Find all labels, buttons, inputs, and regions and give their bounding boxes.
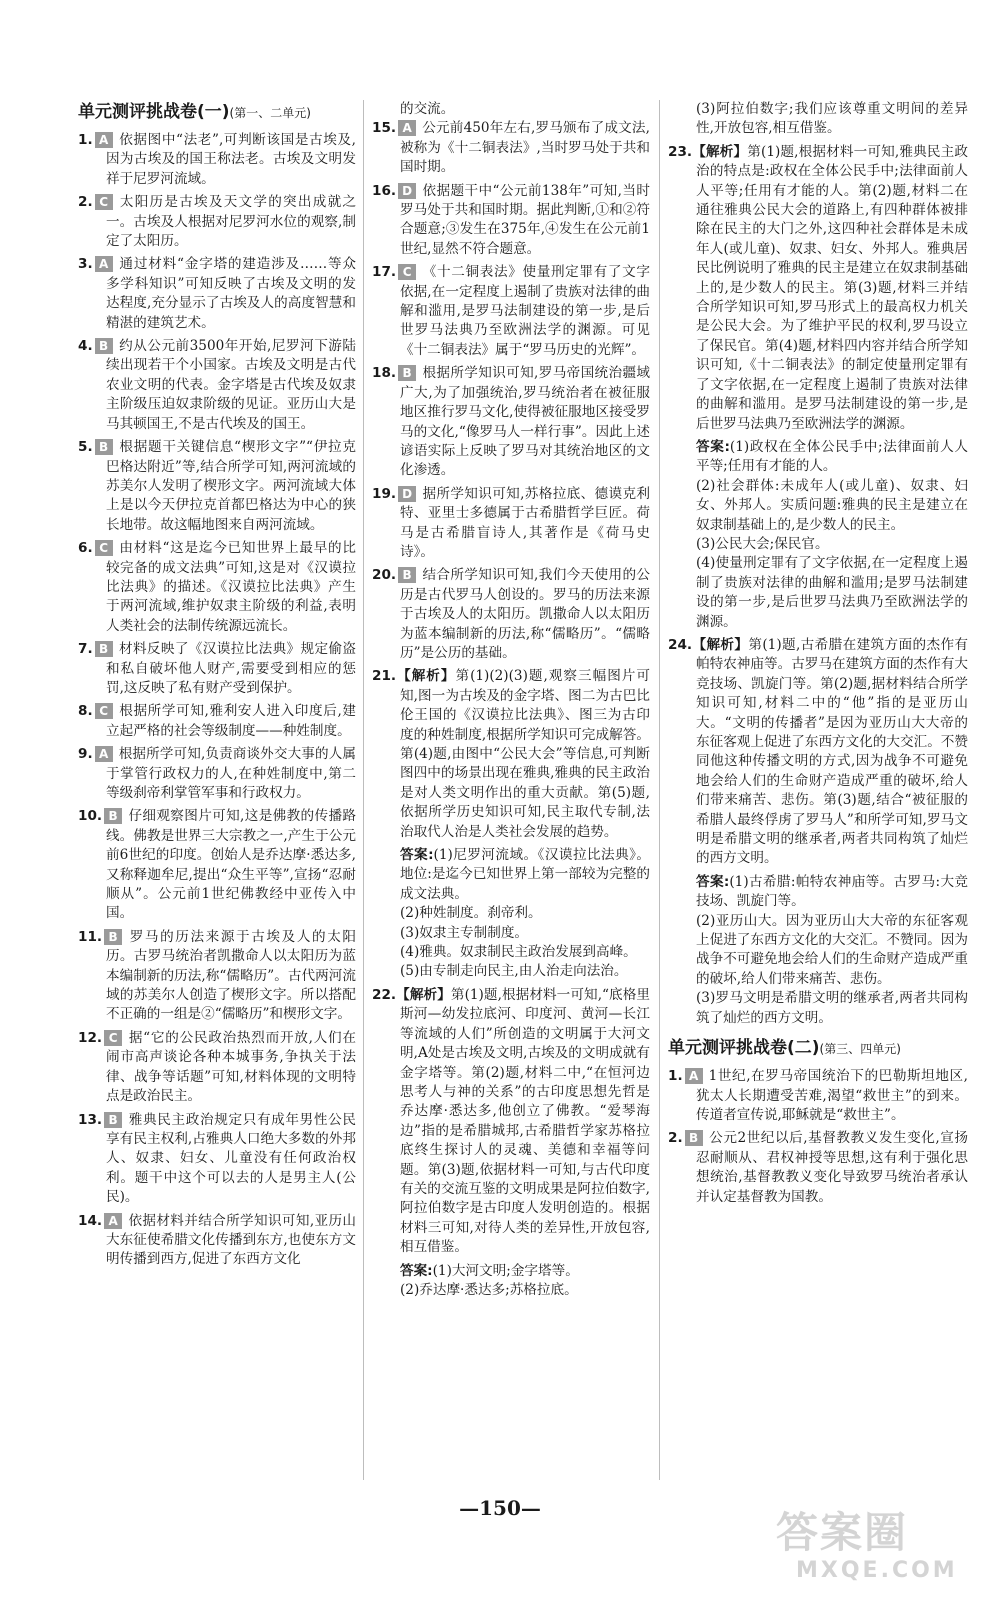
- question-item: [372, 364, 650, 480]
- explanation-text: 依据图中“法老”,可判断该国是古埃及,因为古埃及的国王称法老。古埃及文明发祥于尼罗河流域。: [106, 132, 356, 187]
- question-item: [78, 539, 356, 636]
- answer-choice-badge: B: [95, 338, 113, 354]
- answer-choice-badge: B: [398, 567, 416, 583]
- question-item: [372, 485, 650, 563]
- answer-choice-badge: C: [95, 540, 113, 556]
- explanation-text: 依据题干中“公元前138年”可知,当时罗马处于共和国时期。据此判断,①和②符合题意;③发生在375年,④发生在公元前1世纪,显然不符合题意。: [400, 182, 650, 257]
- question-number: 4.: [78, 338, 93, 355]
- explanation-text: 公元2世纪以后,基督教教义发生变化,宣扬忍耐顺从、君权神授等思想,这有利于强化思想统治,基督教教义变化导致罗马统治者承认并认定基督教为国教。: [696, 1130, 968, 1205]
- answer-choice-badge: A: [398, 120, 416, 136]
- explanation-text: 罗马的历法来源于古埃及人的太阳历。古罗马统治者凯撒命人以太阳历为蓝本编制新的历法,称“儒略历”。古代两河流域的苏美尔人创造了楔形文字。所以搭配不正确的一组是②“儒略历”和楔形文字。: [106, 928, 356, 1023]
- answer-choice-badge: B: [95, 439, 113, 455]
- answer-block-21: 答案:(1)尼罗河流域。《汉谟拉比法典》。地位:是迄今已知世界上第一部较为完整的成文法典。: [400, 847, 651, 902]
- question-item: [78, 193, 356, 251]
- question-number: 12.: [78, 1029, 103, 1046]
- column-1: [78, 100, 356, 1274]
- explanation-text: 依据材料并结合所学知识可知,亚历山大东征使希腊文化传播到东方,也使东方文明传播到西方,促进了东西方文化: [106, 1212, 356, 1268]
- answer-line: (2)亚历山大。因为亚历山大大帝的东征客观上促进了东西方文化的大交汇。不赞同。因为战争不可避免地会给人们的生命财产造成严重的破坏,给人们带来痛苦、悲伤。: [696, 912, 968, 987]
- question-number: 15.: [372, 120, 397, 137]
- answer-line: (3)公民大会;保民官。: [696, 535, 829, 552]
- question-number: 8.: [78, 703, 93, 720]
- explanation-text: 雅典民主政治规定只有成年男性公民享有民主权利,占雅典人口绝大多数的外邦人、奴隶、妇女、儿童没有任何政治权利。题干中这个可以去的人是男主人(公民)。: [106, 1111, 356, 1206]
- answer-line: (3)奴隶主专制制度。: [400, 924, 529, 941]
- answer-choice-badge: C: [398, 264, 416, 280]
- explanation-text: 《十二铜表法》使量刑定罪有了文字依据,在一定程度上遏制了贵族对法律的曲解和滥用,是罗马法制建设的第一步,是后世罗马法典乃至欧洲法学的渊源。可见《十二铜表法》属于“罗马历史的光辉”。: [400, 264, 650, 358]
- question-23: 23.【解析】第(1)题,根据材料一可知,雅典民主政治的特点是:政权在全体公民手中;法律面前人人平等;任用有才能的人。第(2)题,材料二在通往雅典公民大会的道路上,有四种群体被排除在民主的大门之外,这四种社会群体是未成年人(或儿童)、奴隶、妇女、外邦人。雅典居民比例说明了雅典的民主是建立在奴隶制基础上的,是少数人的民主。第(3)题,材料三并结合所学知识可知,罗马形式上的最高权力机关是公民大会。为了维护平民的权利,罗马设立了保民官。第(4)题,材料四内容并结合所学知识可知,《十二铜表法》的制定使量刑定罪有了文字依据,在一定程度上遏制了贵族对法律的曲解和滥用。是罗马法制建设的第一步,是后世罗马法典乃至欧洲法学的渊源。: [668, 143, 968, 432]
- explanation-text: 仔细观察图片可知,这是佛教的传播路线。佛教是世界三大宗教之一,产生于公元前6世纪的印度。创始人是乔达摩·悉达多,又称释迦牟尼,提出“众生平等”,宣扬“忍耐顺从”。公元前1世纪佛教经中亚传入中国。: [106, 808, 356, 922]
- page-number: —150—: [459, 1496, 541, 1520]
- question-item: [78, 1111, 356, 1208]
- question-21: 21.【解析】第(1)(2)(3)题,观察三幅图片可知,图一为古埃及的金字塔、图二为古巴比伦王国的《汉谟拉比法典》、图三为古印度的种姓制度,根据所学知识可完成解答。第(4)题,由图中“公民大会”等信息,可判断图四中的场景出现在雅典,雅典的民主政治是对人类文明作出的重大贡献。第(5)题,依据所学历史知识可知,民主取代专制,法治取代人治是人类社会发展的趋势。: [372, 668, 650, 840]
- answer-block-22: 答案:(1)大河文明;金字塔等。: [400, 1262, 579, 1279]
- explanation-text: 约从公元前3500年开始,尼罗河下游陆续出现若干个小国家。古埃及文明是古代农业文明的代表。金字塔是古代埃及奴隶主阶级压迫奴隶阶级的见证。亚历山大是马其顿国王,不是古代埃及的国王。: [106, 338, 356, 432]
- explanation-text: 太阳历是古埃及天文学的突出成就之一。古埃及人根据对尼罗河水位的观察,制定了太阳历。: [106, 194, 356, 250]
- question-number: 7.: [78, 641, 93, 658]
- column-divider: [363, 100, 364, 1480]
- question-item: [78, 702, 356, 741]
- question-number: 1.: [668, 1068, 683, 1085]
- question-number: 1.: [78, 132, 93, 148]
- answer-choice-badge: C: [104, 1030, 122, 1046]
- question-22: 22.【解析】第(1)题,根据材料一可知,“底格里斯河—幼发拉底河、印度河、黄河—长江等流域的人们”所创造的文明属于大河文明,A处是古埃及文明,古埃及的文明成就有金字塔等。第(2)题,材料二中,“在恒河边思考人与神的关系”的古印度思想先哲是乔达摩·悉达多,他创立了佛教。“爱琴海边”指的是希腊城邦,古希腊哲学家苏格拉底终生探讨人的灵魂、美德和幸福等问题。第(3)题,依据材料一可知,与古代印度有关的交流互鉴的文明成果是阿拉伯数字,阿拉伯数字是古印度人发明创造的。根据材料三可知,对待人类的差异性,开放包容,相互借鉴。: [372, 986, 651, 1256]
- answer-choice-badge: A: [95, 746, 113, 762]
- question-item: [78, 928, 356, 1025]
- question-number: 20.: [372, 567, 397, 584]
- answer-line: (2)社会群体:未成年人(或儿童)、奴隶、妇女、外邦人。实质问题:雅典的民主是建立在奴隶制基础上的,是少数人的民主。: [696, 477, 968, 533]
- answer-choice-badge: B: [104, 929, 122, 945]
- question-item: [78, 807, 356, 923]
- explanation-text: 材料反映了《汉谟拉比法典》规定偷盗和私自破坏他人财产,需要受到相应的惩罚,这反映了私有财产受到保护。: [106, 641, 356, 696]
- question-number: 13.: [78, 1111, 103, 1128]
- question-item: [668, 1129, 968, 1207]
- question-item: [78, 337, 356, 434]
- question-item: [78, 640, 356, 698]
- question-number: 9.: [78, 746, 93, 763]
- answer-line: (4)雅典。奴隶制民主政治发展到高峰。: [400, 944, 637, 961]
- question-number: 2.: [668, 1130, 683, 1147]
- question-24: 24.【解析】第(1)题,古希腊在建筑方面的杰作有帕特农神庙等。古罗马在建筑方面的杰作有大竞技场、凯旋门等。第(2)题,据材料结合所学知识可知,材料二中的“他”指的是亚历山大。“文明的传播者”是因为亚历山大大帝的东征客观上促进了东西方文化的大交汇。不赞同他这种传播文明的方式,因为战争不可避免地会给人们的生命财产造成严重的破坏,给人们带来痛苦、悲伤。第(3)题,结合“被征服的希腊人最终俘虏了罗马人”和所学可知,罗马文明是希腊文明的继承者,两者共同构筑了灿烂的西方文明。: [668, 636, 969, 867]
- explanation-text: 根据所学可知,雅利安人进入印度后,建立起严格的社会等级制度——种姓制度。: [106, 703, 356, 739]
- question-number: 11.: [78, 928, 103, 945]
- answer-choice-badge: A: [95, 256, 113, 272]
- question-item: [78, 1212, 356, 1270]
- answer-choice-badge: C: [95, 194, 113, 210]
- site-watermark: 答案圈 MXQE.COM: [776, 1508, 958, 1583]
- answer-line: (4)使量刑定罪有了文字依据,在一定程度上遏制了贵族对法律的曲解和滥用;是罗马法制建设的第一步,是后世罗马法典乃至欧洲法学的渊源。: [696, 555, 968, 630]
- question-item: [372, 182, 650, 260]
- column-divider: [659, 100, 660, 1480]
- question-number: 6.: [78, 540, 93, 557]
- explanation-text: 据“它的公民政治热烈而开放,人们在闹市高声谈论各种本城事务,争执关于法律、战争等话题”可知,材料体现的文明特点是政治民主。: [106, 1029, 356, 1105]
- answer-choice-badge: B: [104, 808, 122, 824]
- question-item: [372, 263, 650, 360]
- question-item: [78, 438, 356, 535]
- question-item: [668, 1067, 968, 1125]
- answer-choice-badge: C: [95, 703, 113, 719]
- continued-text: 的交流。: [400, 101, 455, 117]
- question-item: [78, 1029, 356, 1107]
- question-number: 18.: [372, 365, 397, 382]
- answer-block-23: 答案:(1)政权在全体公民手中;法律面前人人平等;任用有才能的人。: [696, 438, 968, 475]
- question-number: 17.: [372, 264, 397, 281]
- explanation-text: 根据题干关键信息“楔形文字”“伊拉克巴格达附近”等,结合所学可知,两河流域的苏美尔人发明了楔形文字。两河流域大体上是以今天伊拉克首都巴格达为中心的狭长地带。故这幅地图来自两河流域。: [106, 439, 356, 533]
- question-number: 19.: [372, 485, 397, 502]
- question-number: 14.: [78, 1212, 103, 1229]
- question-number: 16.: [372, 182, 397, 199]
- answer-choice-badge: A: [104, 1213, 122, 1229]
- explanation-text: 根据所学知识可知,罗马帝国统治疆域广大,为了加强统治,罗马统治者在被征服地区推行罗马文化,使得被征服地区接受罗马的文化,“像罗马人一样行事”。因此上述谚语实际上反映了罗马对其统治地区的文化渗透。: [400, 365, 650, 479]
- section-title-unit-test-1: 单元测评挑战卷(一)(第一、二单元): [78, 102, 311, 122]
- explanation-text: 结合所学知识可知,我们今天使用的公历是古代罗马人创设的。罗马的历法来源于古埃及人的太阳历。凯撒命人以太阳历为蓝本编制新的历法,称“儒略历”。“儒略历”是公历的基础。: [400, 567, 650, 661]
- answer-line: (3)阿拉伯数字;我们应该尊重文明间的差异性,开放包容,相互借鉴。: [696, 101, 968, 137]
- answer-block-24: 答案:(1)古希腊:帕特农神庙等。古罗马:大竞技场、凯旋门等。: [696, 873, 969, 910]
- explanation-text: 通过材料“金字塔的建造涉及……等众多学科知识”可知反映了古埃及文明的发达程度,充分显示了古埃及人的高度智慧和精湛的建筑艺术。: [106, 256, 356, 331]
- explanation-text: 据所学知识可知,苏格拉底、德谟克利特、亚里士多德属于古希腊哲学巨匠。荷马是古希腊盲诗人,其著作是《荷马史诗》。: [400, 485, 650, 560]
- answer-page: [78, 100, 972, 1480]
- column-2: [372, 100, 650, 1300]
- answer-choice-badge: D: [398, 183, 416, 199]
- answer-choice-badge: A: [95, 132, 113, 148]
- explanation-text: 由材料“这是迄今已知世界上最早的比较完备的成文法典”可知,这是对《汉谟拉比法典》的描述。《汉谟拉比法典》产生于两河流域,维护奴隶主阶级的利益,表明人类社会的法制传统源远流长。: [106, 540, 356, 634]
- answer-choice-badge: B: [95, 641, 113, 657]
- question-item: [78, 255, 356, 333]
- explanation-text: 根据所学可知,负责商谈外交大事的人属于掌管行政权力的人,在种姓制度中,第二等级刹帝利掌管军事和行政权力。: [106, 746, 356, 801]
- section-title-unit-test-2: 单元测评挑战卷(二)(第三、四单元): [668, 1038, 901, 1059]
- answer-choice-badge: B: [685, 1130, 703, 1146]
- question-item: [78, 745, 356, 803]
- explanation-text: 1世纪,在罗马帝国统治下的巴勒斯坦地区,犹太人长期遭受苦难,渴望“救世主”的到来。传道者宣传说,耶稣就是“救世主”。: [696, 1068, 968, 1123]
- question-number: 2.: [78, 194, 93, 211]
- question-item: [372, 566, 650, 663]
- answer-line: (2)乔达摩·悉达多;苏格拉底。: [400, 1281, 578, 1298]
- answer-choice-badge: A: [685, 1068, 703, 1084]
- answer-line: (2)种姓制度。刹帝利。: [400, 905, 542, 922]
- question-item: [78, 131, 356, 189]
- column-3: [668, 100, 968, 1211]
- explanation-text: 公元前450年左右,罗马颁布了成文法,被称为《十二铜表法》,当时罗马处于共和国时期。: [400, 120, 650, 176]
- question-number: 5.: [78, 439, 93, 456]
- question-number: 3.: [78, 256, 93, 273]
- answer-choice-badge: B: [398, 365, 416, 381]
- answer-line: (5)由专制走向民主,由人治走向法治。: [400, 963, 628, 980]
- question-item: [372, 119, 650, 177]
- answer-line: (3)罗马文明是希腊文明的继承者,两者共同构筑了灿烂的西方文明。: [696, 990, 968, 1026]
- question-number: 10.: [78, 808, 103, 825]
- answer-choice-badge: D: [398, 486, 416, 502]
- answer-choice-badge: B: [104, 1112, 122, 1128]
